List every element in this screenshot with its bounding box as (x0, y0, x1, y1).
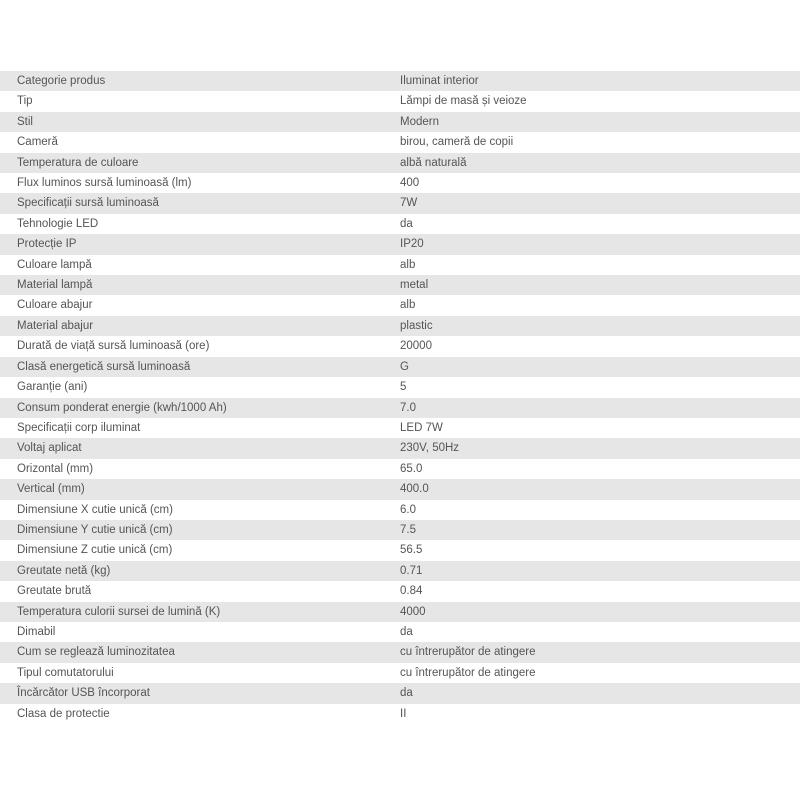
spec-label: Greutate netă (kg) (17, 564, 111, 577)
spec-row (0, 520, 800, 540)
spec-label: Protecție IP (17, 238, 77, 251)
spec-label: Orizontal (mm) (17, 462, 94, 475)
spec-row (0, 377, 800, 397)
spec-value: birou, cameră de copii (400, 136, 514, 149)
spec-label: Dimensiune Y cutie unică (cm) (17, 523, 173, 536)
spec-row (0, 193, 800, 213)
spec-value: 4000 (400, 605, 426, 618)
spec-row (0, 540, 800, 560)
spec-value: G (400, 360, 409, 373)
spec-value: 230V, 50Hz (400, 442, 460, 455)
spec-value: albă naturală (400, 156, 467, 169)
spec-value: 0.84 (400, 585, 423, 598)
spec-row (0, 173, 800, 193)
spec-row (0, 255, 800, 275)
spec-row (0, 418, 800, 438)
spec-value: da (400, 687, 413, 700)
spec-row (0, 500, 800, 520)
spec-row (0, 71, 800, 91)
spec-value: 400.0 (400, 483, 429, 496)
spec-value: 400 (400, 177, 420, 190)
spec-value: 5 (400, 381, 407, 394)
spec-value: IP20 (400, 238, 424, 251)
spec-row (0, 602, 800, 622)
spec-row (0, 214, 800, 234)
spec-label: Material lampă (17, 279, 93, 292)
spec-value: LED 7W (400, 421, 443, 434)
spec-label: Specificații corp iluminat (17, 421, 141, 434)
spec-value: II (400, 707, 407, 720)
spec-label: Tip (17, 95, 33, 108)
spec-row (0, 683, 800, 703)
spec-label: Stil (17, 115, 33, 128)
spec-row (0, 459, 800, 479)
spec-label: Cum se reglează luminozitatea (17, 646, 175, 659)
spec-value: 7W (400, 197, 418, 210)
spec-row (0, 561, 800, 581)
spec-label: Dimensiune Z cutie unică (cm) (17, 544, 173, 557)
spec-label: Dimensiune X cutie unică (cm) (17, 503, 173, 516)
spec-value: Lămpi de masă și veioze (400, 95, 527, 108)
spec-row (0, 336, 800, 356)
spec-value: 56.5 (400, 544, 423, 557)
spec-row (0, 112, 800, 132)
spec-value: da (400, 625, 413, 638)
spec-row (0, 398, 800, 418)
spec-label: Cameră (17, 136, 58, 149)
spec-label: Culoare lampă (17, 258, 92, 271)
spec-value: cu întrerupător de atingere (400, 646, 536, 659)
spec-value: alb (400, 258, 416, 271)
spec-label: Specificații sursă luminoasă (17, 197, 159, 210)
spec-label: Clasa de protectie (17, 707, 110, 720)
spec-row (0, 479, 800, 499)
spec-row (0, 91, 800, 111)
spec-label: Temperatura de culoare (17, 156, 139, 169)
spec-label: Greutate brută (17, 585, 92, 598)
spec-row (0, 704, 800, 724)
spec-label: Temperatura culorii sursei de lumină (K) (17, 605, 221, 618)
spec-row (0, 642, 800, 662)
spec-row (0, 275, 800, 295)
spec-value: 20000 (400, 340, 432, 353)
spec-label: Durată de viață sursă luminoasă (ore) (17, 340, 210, 353)
spec-row (0, 316, 800, 336)
spec-value: metal (400, 279, 429, 292)
spec-row (0, 153, 800, 173)
spec-label: Culoare abajur (17, 299, 93, 312)
spec-value: 6.0 (400, 503, 416, 516)
specs-body (0, 71, 800, 724)
spec-row (0, 132, 800, 152)
spec-label: Vertical (mm) (17, 483, 85, 496)
spec-value: Modern (400, 115, 439, 128)
spec-value: cu întrerupător de atingere (400, 666, 536, 679)
spec-value: 65.0 (400, 462, 423, 475)
spec-value: 0.71 (400, 564, 423, 577)
spec-value: 7.0 (400, 401, 416, 414)
spec-row (0, 622, 800, 642)
spec-label: Încărcător USB încorporat (17, 687, 150, 700)
spec-label: Dimabil (17, 625, 56, 638)
spec-row (0, 234, 800, 254)
spec-value: plastic (400, 319, 433, 332)
spec-row (0, 438, 800, 458)
spec-row (0, 357, 800, 377)
spec-label: Categorie produs (17, 75, 106, 87)
spec-value: Iluminat interior (400, 75, 479, 87)
spec-label: Clasă energetică sursă luminoasă (17, 360, 191, 373)
product-specs-table (0, 71, 800, 724)
spec-value: alb (400, 299, 416, 312)
spec-label: Garanție (ani) (17, 381, 88, 394)
spec-row (0, 581, 800, 601)
spec-value: da (400, 217, 413, 230)
spec-label: Flux luminos sursă luminoasă (lm) (17, 177, 192, 190)
spec-row (0, 295, 800, 315)
spec-row (0, 663, 800, 683)
spec-label: Consum ponderat energie (kwh/1000 Ah) (17, 401, 227, 414)
spec-label: Tipul comutatorului (17, 666, 114, 679)
spec-label: Voltaj aplicat (17, 442, 82, 455)
spec-label: Tehnologie LED (17, 217, 99, 230)
spec-label: Material abajur (17, 319, 94, 332)
spec-value: 7.5 (400, 523, 416, 536)
